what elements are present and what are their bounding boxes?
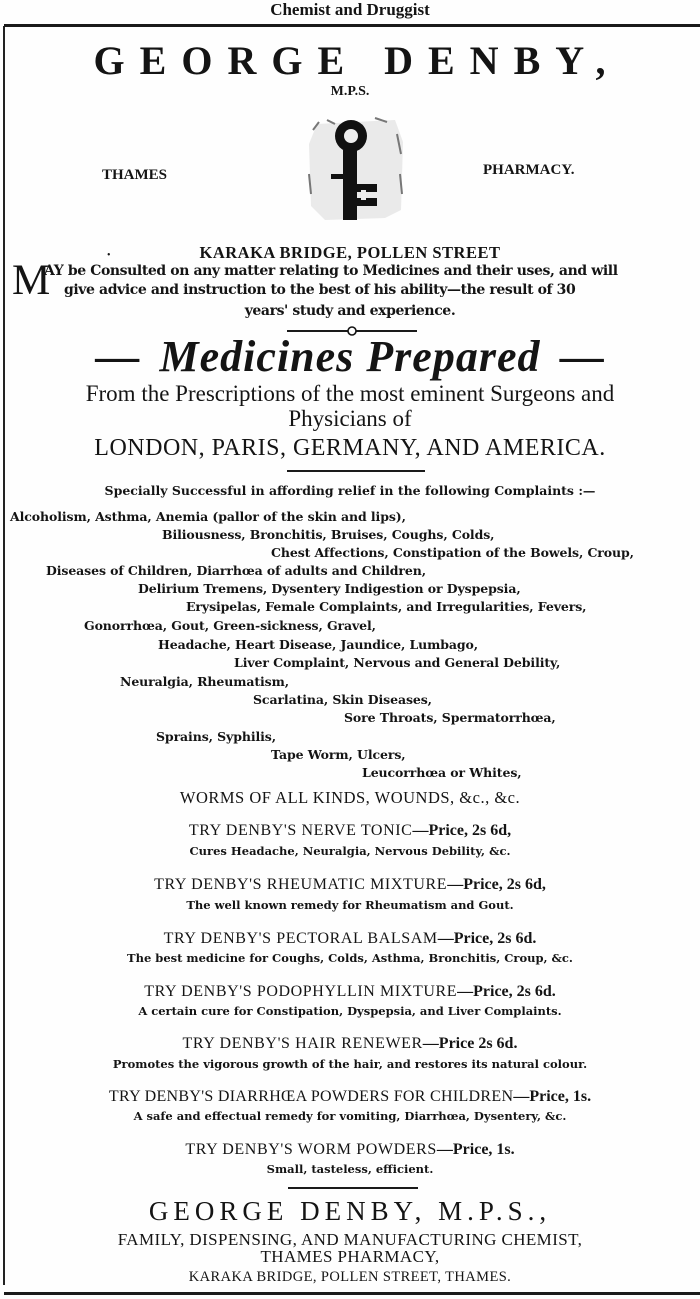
complaints-closing: WORMS OF ALL KINDS, WOUNDS, &c., &c.: [179, 788, 521, 807]
prescriptions-line-1: From the Prescriptions of the most eminent Surgeons and: [85, 381, 615, 406]
footer-line-3: KARAKA BRIDGE, POLLEN STREET, THAMES.: [188, 1269, 512, 1285]
headline-text: Medicines Prepared: [159, 332, 541, 381]
product-name: TRY DENBY'S WORM POWDERS: [185, 1141, 437, 1158]
product-description: A certain cure for Constipation, Dyspepsia, and Liver Complaints.: [138, 1004, 562, 1018]
complaint-line: Sprains, Syphilis,: [156, 729, 276, 744]
sign-right: PHARMACY.: [483, 162, 575, 178]
product-description: The best medicine for Coughs, Colds, Asthma, Bronchitis, Croup, &c.: [127, 951, 573, 965]
product-description: Promotes the vigorous growth of the hair, and restores its natural colour.: [112, 1057, 588, 1071]
product-price: —Price, 1s.: [513, 1088, 592, 1105]
footer-divider: [288, 1187, 418, 1189]
product-description: Small, tasteless, efficient.: [266, 1162, 434, 1176]
product-description: The well known remedy for Rheumatism and Gout.: [186, 898, 514, 912]
product-title: [0, 822, 700, 840]
product-name: TRY DENBY'S PODOPHYLLIN MIXTURE: [144, 983, 458, 1000]
product-description: A safe and effectual remedy for vomiting, Diarrhœa, Dysentery, &c.: [133, 1109, 567, 1123]
complaint-line: Tape Worm, Ulcers,: [271, 747, 406, 762]
footer-line-1: FAMILY, DISPENSING, AND MANUFACTURING CHEMIST,: [117, 1230, 583, 1249]
product-title: [0, 1088, 700, 1106]
product-name: TRY DENBY'S NERVE TONIC: [188, 822, 413, 839]
complaint-line: Headache, Heart Disease, Jaundice, Lumbago,: [158, 637, 479, 652]
product-title: [0, 876, 700, 894]
complaint-line: Chest Affections, Constipation of the Bowels, Croup,: [271, 545, 634, 560]
address: KARAKA BRIDGE, POLLEN STREET: [199, 243, 501, 262]
header-rule: [4, 24, 700, 27]
product-name: TRY DENBY'S PECTORAL BALSAM: [163, 930, 438, 947]
section-title: Chemist and Druggist: [270, 0, 430, 19]
complaint-line: Sore Throats, Spermatorrhœa,: [344, 710, 556, 725]
product-price: —Price, 2s 6d.: [457, 983, 556, 1000]
complaint-line: Gonorrhœa, Gout, Green-sickness, Gravel,: [84, 618, 376, 633]
complaint-line: Scarlatina, Skin Diseases,: [253, 692, 432, 707]
complaint-line: Delirium Tremens, Dysentery Indigestion or Dyspepsia,: [138, 581, 521, 596]
product-name: TRY DENBY'S DIARRHŒA POWDERS FOR CHILDREN: [108, 1088, 514, 1105]
sign-left: THAMES: [102, 167, 168, 183]
complaint-line: Erysipelas, Female Complaints, and Irregularities, Fevers,: [186, 599, 587, 614]
ornament-dot: •: [107, 250, 111, 261]
headline-dash-left: —: [95, 332, 141, 381]
footer-name: GEORGE DENBY, M.P.S.,: [148, 1196, 552, 1226]
complaints-intro: Specially Successful in affording relief in the following Complaints :—: [104, 483, 596, 498]
product-price: —Price 2s 6d.: [422, 1035, 518, 1052]
intro-line-2: give advice and instruction to the best of his ability—the result of 30: [64, 282, 576, 298]
complaint-line: Leucorrhœa or Whites,: [362, 765, 522, 780]
prescriptions-line-2: Physicians of: [288, 406, 412, 431]
key-icon: [305, 114, 405, 224]
footer-line-2: THAMES PHARMACY,: [260, 1247, 440, 1266]
intro-line-1: AY be Consulted on any matter relating to Medicines and their uses, and will: [44, 263, 618, 279]
proprietor-credentials: M.P.S.: [330, 84, 370, 99]
drop-cap: M: [12, 257, 51, 304]
product-title: [0, 1141, 700, 1159]
product-price: —Price, 2s 6d,: [447, 876, 546, 893]
product-description: Cures Headache, Neuralgia, Nervous Debility, &c.: [189, 844, 511, 858]
proprietor-name: GEORGE DENBY,: [93, 38, 621, 83]
small-divider: [287, 470, 425, 472]
intro-line-3: years' study and experience.: [244, 303, 456, 319]
complaint-line: Neuralgia, Rheumatism,: [120, 674, 289, 689]
product-title: [0, 1035, 700, 1053]
bottom-rule: [4, 1292, 700, 1295]
product-name: TRY DENBY'S RHEUMATIC MIXTURE: [154, 876, 448, 893]
complaint-line: Alcoholism, Asthma, Anemia (pallor of the skin and lips),: [10, 509, 406, 524]
headline: [0, 331, 700, 382]
prescriptions-places: LONDON, PARIS, GERMANY, AND AMERICA.: [94, 435, 606, 461]
complaint-line: Diseases of Children, Diarrhœa of adults and Children,: [46, 563, 427, 578]
product-name: TRY DENBY'S HAIR RENEWER: [182, 1035, 423, 1052]
headline-dash-right: —: [559, 332, 605, 381]
complaint-line: Biliousness, Bronchitis, Bruises, Coughs, Colds,: [162, 527, 495, 542]
product-price: —Price, 2s 6d,: [412, 822, 512, 839]
product-price: —Price, 2s 6d.: [437, 930, 537, 947]
product-title: [0, 930, 700, 948]
product-title: [0, 983, 700, 1001]
product-price: —Price, 1s.: [436, 1141, 515, 1158]
complaint-line: Liver Complaint, Nervous and General Debility,: [234, 655, 561, 670]
